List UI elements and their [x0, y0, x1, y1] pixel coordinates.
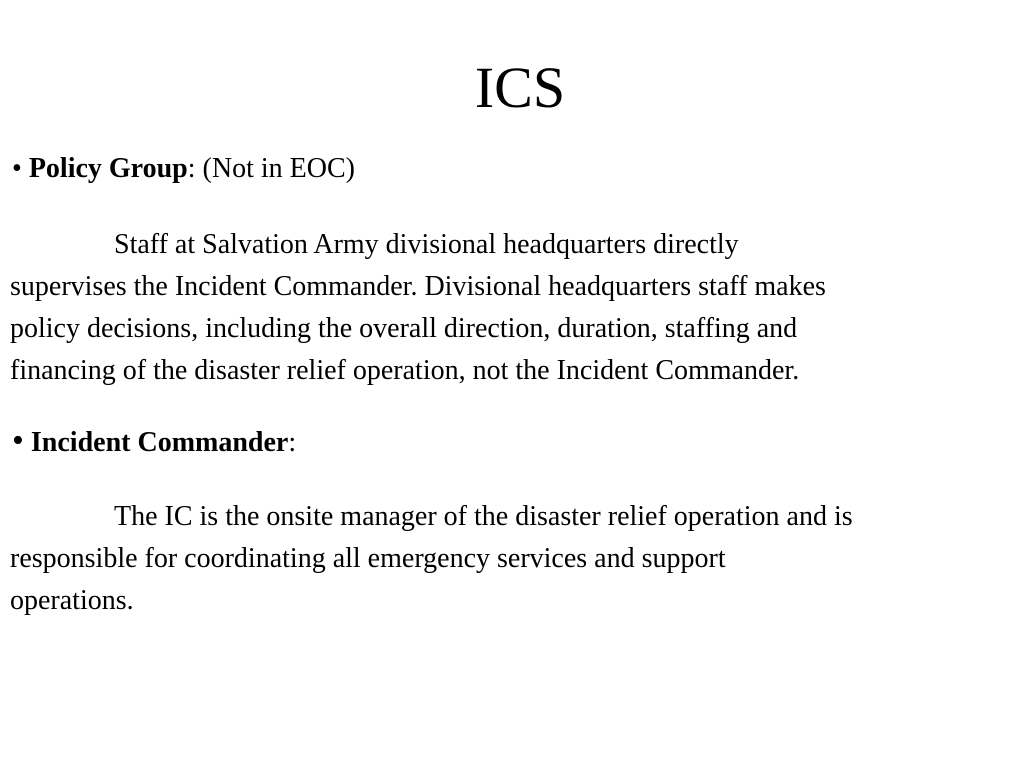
slide-title: ICS	[474, 55, 566, 120]
paragraph-line: Staff at Salvation Army divisional headquarters directly	[114, 229, 739, 260]
incident-commander-bullet	[12, 424, 296, 460]
paragraph-line: operations.	[10, 585, 134, 616]
policy-group-bullet	[12, 152, 355, 186]
paragraph-line: policy decisions, including the overall direction, duration, staffing and	[10, 313, 798, 344]
paragraph-line: supervises the Incident Commander. Divisional headquarters staff makes	[10, 271, 826, 302]
incident-commander-suffix: :	[288, 427, 297, 458]
paragraph-line: financing of the disaster relief operation, not the Incident Commander.	[10, 355, 800, 386]
incident-commander-paragraph	[10, 496, 1018, 622]
bullet-icon: •	[12, 153, 22, 184]
policy-group-heading: Policy Group	[28, 153, 188, 184]
paragraph-line: The IC is the onsite manager of the disaster relief operation and is	[114, 501, 853, 532]
paragraph-line: responsible for coordinating all emergency services and support	[10, 543, 726, 574]
policy-group-paragraph	[10, 224, 1018, 392]
bullet-icon: •	[12, 422, 24, 459]
policy-group-suffix: : (Not in EOC)	[187, 153, 355, 184]
incident-commander-heading: Incident Commander	[30, 427, 289, 458]
